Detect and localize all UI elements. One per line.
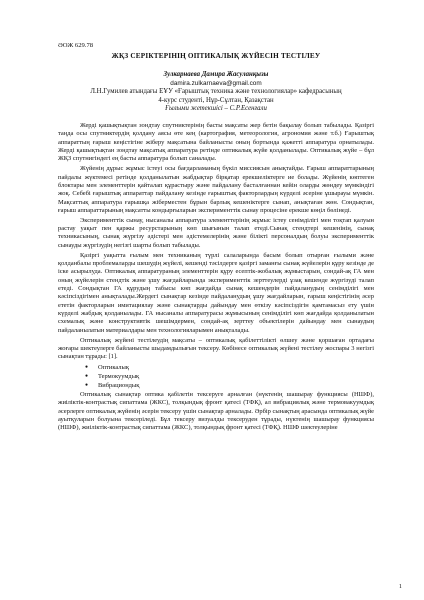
list-item: ● Оптикалық [98, 363, 374, 372]
author-name: Зулкарнаева Дамира Жасуланқызы [163, 71, 269, 78]
paragraph: Оптикалық сынақтар оптика қабілетін тексеруге арналған (нүктенің шашырау функциясы (НШФ), жиіліктік-контрастық сипаттама (ЖКС), толқындық фронт қатесі (ТФҚ), ал вибрациялық және термовакуумдық әсерлерге оптикалық жүйенің әсерін тексеру үшін сынақтар арналады. Әрбір сынақтың арасында оптикалық жүйе ауытқуларын болуына тексеріледі. Бұл тексеру визуалды тексеруден тұрады, нүктенің шашырау функциясы (НШФ), жиіліктік-контрастық сипаттама (ЖКС), толқындық фронт қатесі (ТФҚ). НШФ шектеулеріне [58, 391, 374, 432]
list-item: ● Вибрациондық [98, 381, 374, 390]
advisor: Ғылыми жетекшісі – С.Р.Есенғали [165, 105, 267, 113]
paragraph: Қазіргі уақытта ғылым мен техниканың түрлі салаларында басым болып отырған ғылыми және қолданбалы проблемаларды шешудің жүйелі, кешенді тәсілдерге қазіргі заманғы сынақ жүйелерін құру кезінде де іске асырылуда. Оптикалық аппаратураның элементтерін құру есептік-жобалық жұмыстарын, сондай-ақ ГА мен оның жүйелерін стендтік және ұшу жағдайларында эксперименттік зерттеулерді ұзақ кешенде жүргізуді талап етеді. Сондықтан ГА құрудың табысы көп жағдайда сынақ кешендерін пайдаланудың сенімділігі мен кәсіпсіздігімен анықталады.Жердегі сынақтар кезінде пайдаланудың ұшу жағдайларын, ғарыш кеңістігінің әсер ететін факторларын имитациялау және сынақтарды дайындау мен өткізу кәсіпсіздігін қамтамасыз ету үшін күрделі жабдық қолданылады. ГА нысаналы аппаратурасы жұмысының сенімділігі көп жағдайда қолданылатын схемалық және конструктивтік шешімдермен, сондай-ақ зерттеу объектілерін дайындау мен сынаудың пайдаланылатын материалдары мен технологияларымен анықталады. [58, 251, 374, 334]
author-block [58, 71, 374, 114]
paragraph: Жүйенің дұрыс жұмыс істеуі осы бағдарламаның бүкіл миссиясын анықтайды. Ғарыш аппараттарының пайдалы жүктемесі ретінде қолданылатын жабдықтар бірқатар ерекшеліктерге ие болады. Жүйенің көптеген блоктары мен элементтерін қайталап құрастыру және пайдалану басталғаннан кейін оларды жөндеу мүмкіндігі жоқ. Себебі ғарыштық аппараттар пайдалану кезінде ғарыштық факторлардың күрделі әсеріне ұшырауы мүмкін. Мақсаттық аппаратура ғарышқа жіберместен бұрын барлық кешеніктерге сынап, анықтаған жөн. Сондықтан, ғарыш аппараттарының мақсатты кондырғыларын эксперименттік сынау процесіне ерекше көңіл бөлінеді. [58, 165, 374, 214]
paper-title: ЖҚЗ СЕРІКТЕРІНІҢ ОПТИКАЛЫҚ ЖҮЙЕСІН ТЕСТІЛЕУ [111, 52, 321, 60]
affiliation-line-2: 4-курс студенті, Нұр-Сұлтан, Қазақстан [158, 96, 274, 104]
paper-body [58, 122, 374, 433]
affiliation-line-1: Л.Н.Гумилев атындағы ЕҰУ «Ғарыштық техника және технологиялар» кафедрасының [90, 88, 342, 96]
paragraph: Оптикалық жүйені тестілеудің мақсаты – оптикалық қабілеттілікті өлшеу және қоршаған ортадағы жоғары шектеулерге байланысты шыдамдылығын тексеру. Көбінесе оптикалық жүйені тестілеу жоспары 3 негізгі сынақтан тұрады: [1]. [58, 336, 374, 361]
page-number: 1 [398, 583, 402, 590]
udk-code: ӘОЖ 629.78 [58, 42, 94, 49]
list-item: ● Термокуумдық [98, 372, 374, 381]
author-email: damira.zulkarnaeva@gmail.com [170, 79, 262, 87]
paragraph: Эксперименттік сынау, нысаналы аппаратура элементтерінің жұмыс істеу сенімділігі мен тоқтап қалуын растау уақыт пен қаржы ресурстарының көп шығынын талап етеді.Сынақ стендтері кешенінің, сынақ техникасының, сынақ жүргізу әдістері мен әдістемелерінің және білікті персоналдың болуы эксперименттік сынауды жүргізудің негізгі шарты болып табылады. [58, 216, 374, 249]
test-list [58, 363, 374, 390]
paragraph: Жерді қашықтықтан зондтау спутниктерінің басты мақсаты жер бетін бақылау болып табылады. Қазіргі таңда осы спутниктердің қолдану аясы өте кең (картография, метеорология, агрономия және т.б.) Ғарыштық аппараттың ғарыш кеңістігіне жіберу мақсатына байланысты оның бортында қажетті аппаратура орнатылады. Жерді қашықтықтан зондтау мақсатық аппаратура ретінде оптикалық жүйе қолданылады. Оптикалық жүйе – бұл ЖҚЗ спутнигіндегі ең басты аппаратура болып саналады. [58, 121, 374, 163]
